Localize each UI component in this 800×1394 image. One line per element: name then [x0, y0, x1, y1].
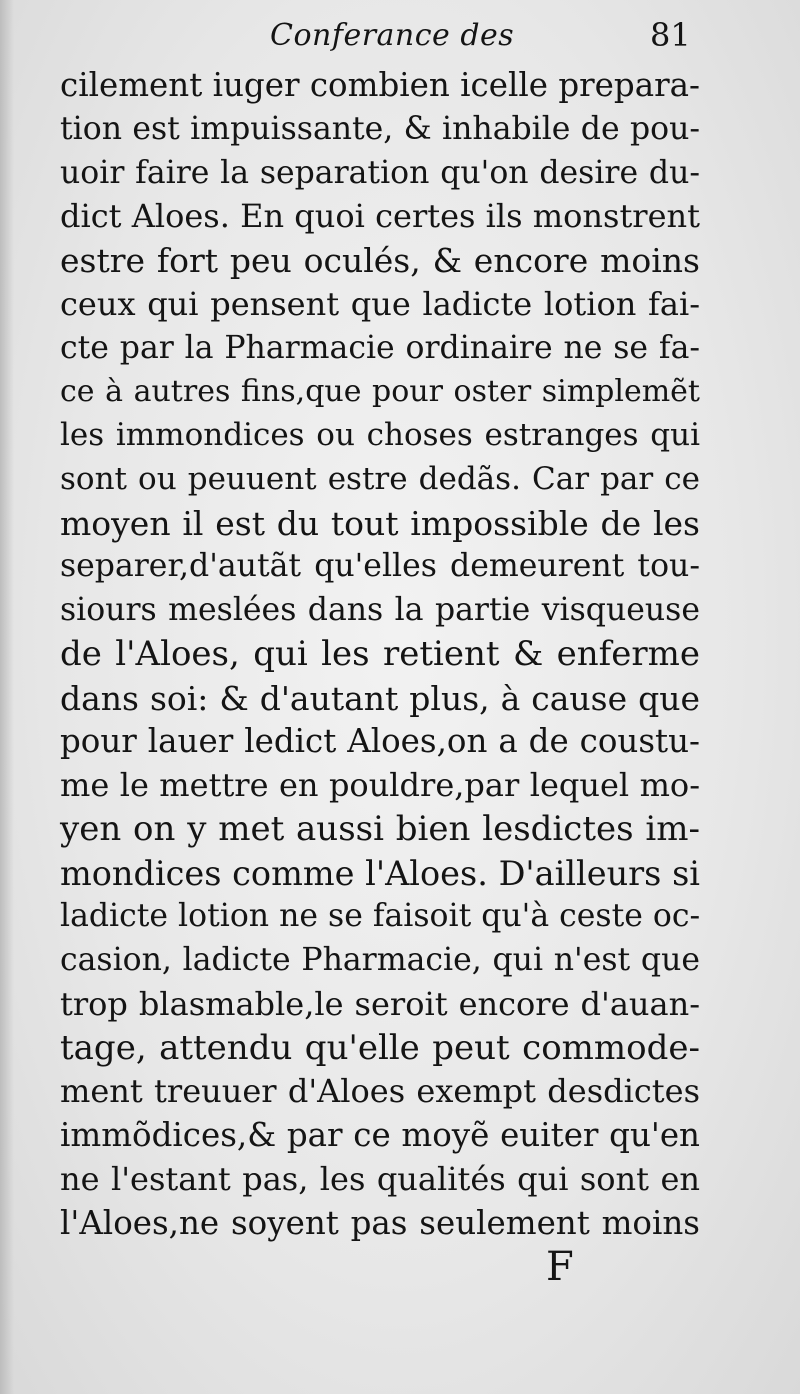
- text-line: immõdices,& par ce moyẽ euiter qu'en: [60, 1116, 700, 1154]
- running-title: Conferance des: [270, 18, 515, 53]
- text-line: moyen il est du tout impossible de les: [60, 503, 700, 543]
- body-text: [60, 64, 700, 1245]
- text-line: yen on y met aussi bien lesdictes im-: [60, 808, 700, 849]
- text-line: ne l'estant pas, les qualités qui sont en: [60, 1159, 700, 1198]
- text-line: les immondices ou choses estranges qui: [60, 417, 700, 453]
- text-line: trop blasmable,le seroit encore d'auan-: [60, 984, 700, 1023]
- page-header: [0, 10, 800, 68]
- text-line: pour lauer ledict Aloes,on a de coustu-: [60, 722, 700, 761]
- text-line: sont ou peuuent estre dedãs. Car par ce: [60, 460, 700, 497]
- text-line: estre fort peu oculés, & encore moins: [60, 241, 700, 280]
- text-line: de l'Aloes, qui les retient & enferme: [60, 633, 700, 674]
- text-line: siours meslées dans la partie visqueuse: [60, 592, 700, 628]
- page-number: 81: [650, 16, 691, 54]
- text-line: mondices comme l'Aloes. D'ailleurs si: [60, 853, 700, 893]
- text-line: casion, ladicte Pharmacie, qui n'est que: [60, 942, 700, 978]
- text-line: dans soi: & d'autant plus, à cause que: [60, 678, 700, 718]
- page-gutter-shadow: [0, 0, 14, 1394]
- text-line: cte par la Pharmacie ordinaire ne se fa-: [60, 329, 700, 366]
- text-line: tion est impuissante, & inhabile de pou-: [60, 110, 700, 147]
- text-line: ce à autres fins,que pour oster simplemẽt: [60, 374, 700, 410]
- text-line: dict Aloes. En quoi certes ils monstrent: [60, 197, 700, 236]
- text-line: uoir faire la separation qu'on desire du-: [60, 154, 700, 191]
- text-line: me le mettre en pouldre,par lequel mo-: [60, 766, 700, 804]
- signature-mark: F: [546, 1244, 574, 1290]
- text-line: ladicte lotion ne se faisoit qu'à ceste oc-: [60, 898, 701, 935]
- text-line: ceux qui pensent que ladicte lotion fai-: [60, 284, 700, 323]
- text-line: cilement iuger combien icelle prepara-: [60, 66, 700, 104]
- text-line: ment treuuer d'Aloes exempt desdictes: [60, 1072, 700, 1111]
- text-line: tage, attendu qu'elle peut commode-: [60, 1027, 700, 1068]
- text-line: l'Aloes,ne soyent pas seulement moins: [60, 1203, 700, 1242]
- text-line: separer,d'autãt qu'elles demeurent tou-: [60, 548, 700, 585]
